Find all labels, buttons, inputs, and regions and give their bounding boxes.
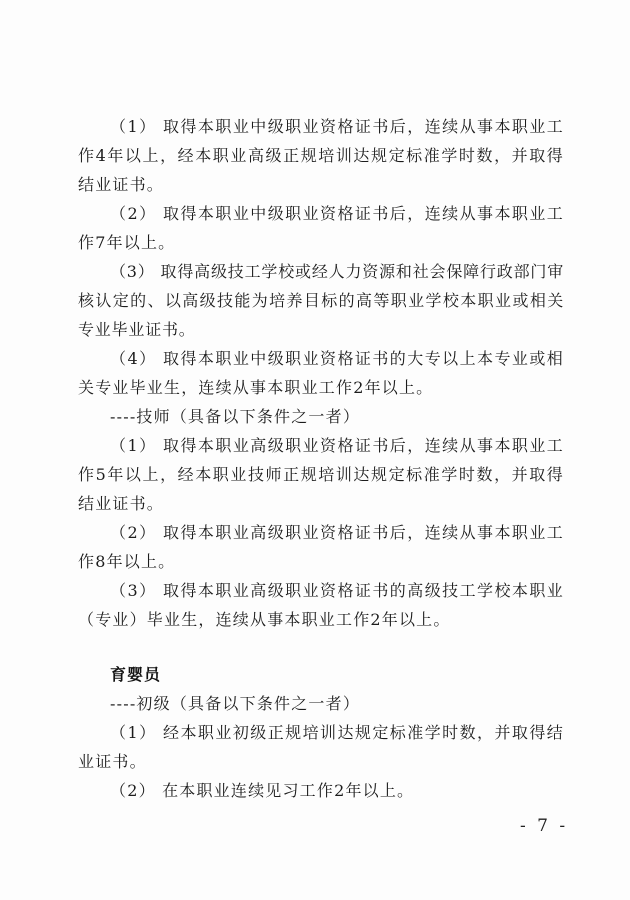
advanced-condition-4: （4） 取得本职业中级职业资格证书的大专以上本专业或相关专业毕业生，连续从事本职业工作2年以上。 [78,349,564,397]
advanced-condition-2: （2） 取得本职业中级职业资格证书后，连续从事本职业工作7年以上。 [78,204,564,252]
childcare-condition-1: （1） 经本职业初级正规培训达规定标准学时数，并取得结业证书。 [78,723,564,771]
document-body [78,112,564,805]
technician-condition-1: （1） 取得本职业高级职业资格证书后，连续从事本职业工作5年以上，经本职业技师正规培训达规定标准学时数，并取得结业证书。 [78,436,564,513]
advanced-condition-1: （1） 取得本职业中级职业资格证书后，连续从事本职业工作4年以上，经本职业高级正规培训达规定标准学时数，并取得结业证书。 [78,117,564,194]
childcare-condition-2: （2） 在本职业连续见习工作2年以上。 [110,781,415,800]
childcare-title: 育婴员 [110,665,162,684]
technician-condition-3: （3） 取得本职业高级职业资格证书的高级技工学校本职业（专业）毕业生，连续从事本职业工作2年以上。 [78,581,564,629]
technician-heading: ----技师（具备以下条件之一者） [110,407,361,426]
page-number: - 7 - [520,816,569,836]
childcare-junior-heading: ----初级（具备以下条件之一者） [110,694,361,713]
technician-condition-2: （2） 取得本职业高级职业资格证书后，连续从事本职业工作8年以上。 [78,523,564,571]
advanced-condition-3: （3） 取得高级技工学校或经人力资源和社会保障行政部门审核认定的、以高级技能为培养目标的高等职业学校本职业或相关专业毕业证书。 [78,262,564,339]
